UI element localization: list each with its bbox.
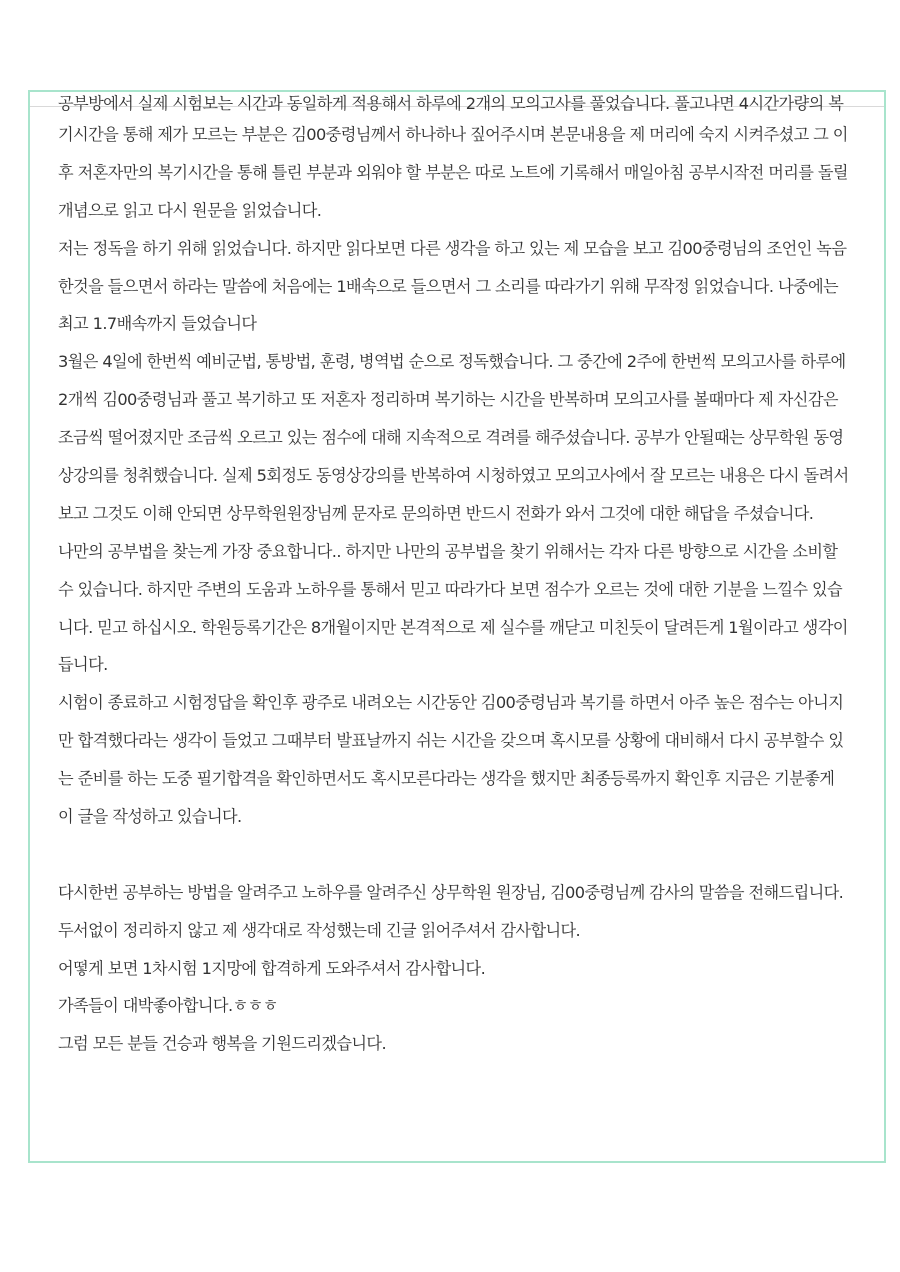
- text-line: 저는 정독을 하기 위해 읽었습니다. 하지만 읽다보면 다른 생각을 하고 있는 제 모습을 보고 김00중령님의 조언인 녹음: [58, 238, 847, 258]
- document-body: [58, 92, 864, 1063]
- text-line: 보고 그것도 이해 안되면 상무학원원장님께 문자로 문의하면 반드시 전화가 와서 그것에 대한 해답을 주셨습니다.: [58, 503, 814, 523]
- text-line: 한것을 들으면서 하라는 말씀에 처음에는 1배속으로 들으면서 그 소리를 따라가기 위해 무작정 읽었습니다. 나중에는: [58, 276, 839, 296]
- text-line: 수 있습니다. 하지만 주변의 도움과 노하우를 통해서 믿고 따라가다 보면 점수가 오르는 것에 대한 기분을 느낄수 있습: [58, 579, 843, 599]
- text-line: 가족들이 대박좋아합니다.ㅎㅎㅎ: [58, 996, 278, 1016]
- text-line: 는 준비를 하는 도중 필기합격을 확인하면서도 혹시모른다라는 생각을 했지만 최종등록까지 확인후 지금은 기분좋게: [58, 769, 835, 789]
- text-line: 3월은 4일에 한번씩 예비군법, 통방법, 훈령, 병역법 순으로 정독했습니다. 그 중간에 2주에 한번씩 모의고사를 하루에: [58, 352, 846, 372]
- text-line: 만 합격했다라는 생각이 들었고 그때부터 발표날까지 쉬는 시간을 갖으며 혹시모를 상황에 대비해서 다시 공부할수 있: [58, 731, 844, 751]
- text-line: 어떻게 보면 1차시험 1지망에 합격하게 도와주셔서 감사합니다.: [58, 958, 486, 978]
- text-line: 기시간을 통해 제가 모르는 부분은 김00중령님께서 하나하나 짚어주시며 본문내용을 제 머리에 숙지 시켜주셨고 그 이: [58, 125, 848, 144]
- text-line: 나만의 공부법을 찾는게 가장 중요합니다.. 하지만 나만의 공부법을 찾기 위해서는 각자 다른 방향으로 시간을 소비할: [58, 541, 838, 561]
- text-line: 시험이 종료하고 시험정답을 확인후 광주로 내려오는 시간동안 김00중령님과 복기를 하면서 아주 높은 점수는 아니지: [58, 693, 844, 713]
- text-line: 공부방에서 실제 시험보는 시간과 동일하게 적용해서 하루에 2개의 모의고사를 풀었습니다. 풀고나면 4시간가량의 복: [58, 94, 844, 113]
- text-line: 조금씩 떨어졌지만 조금씩 오르고 있는 점수에 대해 지속적으로 격려를 해주셨습니다. 공부가 안될때는 상무학원 동영: [58, 428, 844, 448]
- text-line: 다시한번 공부하는 방법을 알려주고 노하우를 알려주신 상무학원 원장님, 김00중령님께 감사의 말씀을 전해드립니다.: [58, 882, 844, 902]
- text-line: 개념으로 읽고 다시 원문을 읽었습니다.: [58, 200, 322, 220]
- text-line: 상강의를 청취했습니다. 실제 5회정도 동영상강의를 반복하여 시청하였고 모의고사에서 잘 모르는 내용은 다시 돌려서: [58, 466, 849, 486]
- text-line: 2개씩 김00중령님과 풀고 복기하고 또 저혼자 정리하며 복기하는 시간을 반복하며 모의고사를 볼때마다 제 자신감은: [58, 390, 838, 410]
- text-line: 그럼 모든 분들 건승과 행복을 기원드리겠습니다.: [58, 1034, 387, 1054]
- text-line: 듭니다.: [58, 655, 108, 675]
- document-frame: [28, 90, 886, 1163]
- text-line: 후 저혼자만의 복기시간을 통해 틀린 부분과 외워야 할 부분은 따로 노트에 기록해서 매일아침 공부시작전 머리를 돌릴: [58, 162, 848, 182]
- text-line: 이 글을 작성하고 있습니다.: [58, 807, 242, 827]
- text-line: 니다. 믿고 하십시오. 학원등록기간은 8개월이지만 본격적으로 제 실수를 깨닫고 미친듯이 달려든게 1월이라고 생각이: [58, 617, 848, 637]
- blank-line: [58, 836, 864, 874]
- text-line: 최고 1.7배속까지 들었습니다: [58, 314, 257, 334]
- text-line: 두서없이 정리하지 않고 제 생각대로 작성했는데 긴글 읽어주셔서 감사합니다.: [58, 920, 581, 940]
